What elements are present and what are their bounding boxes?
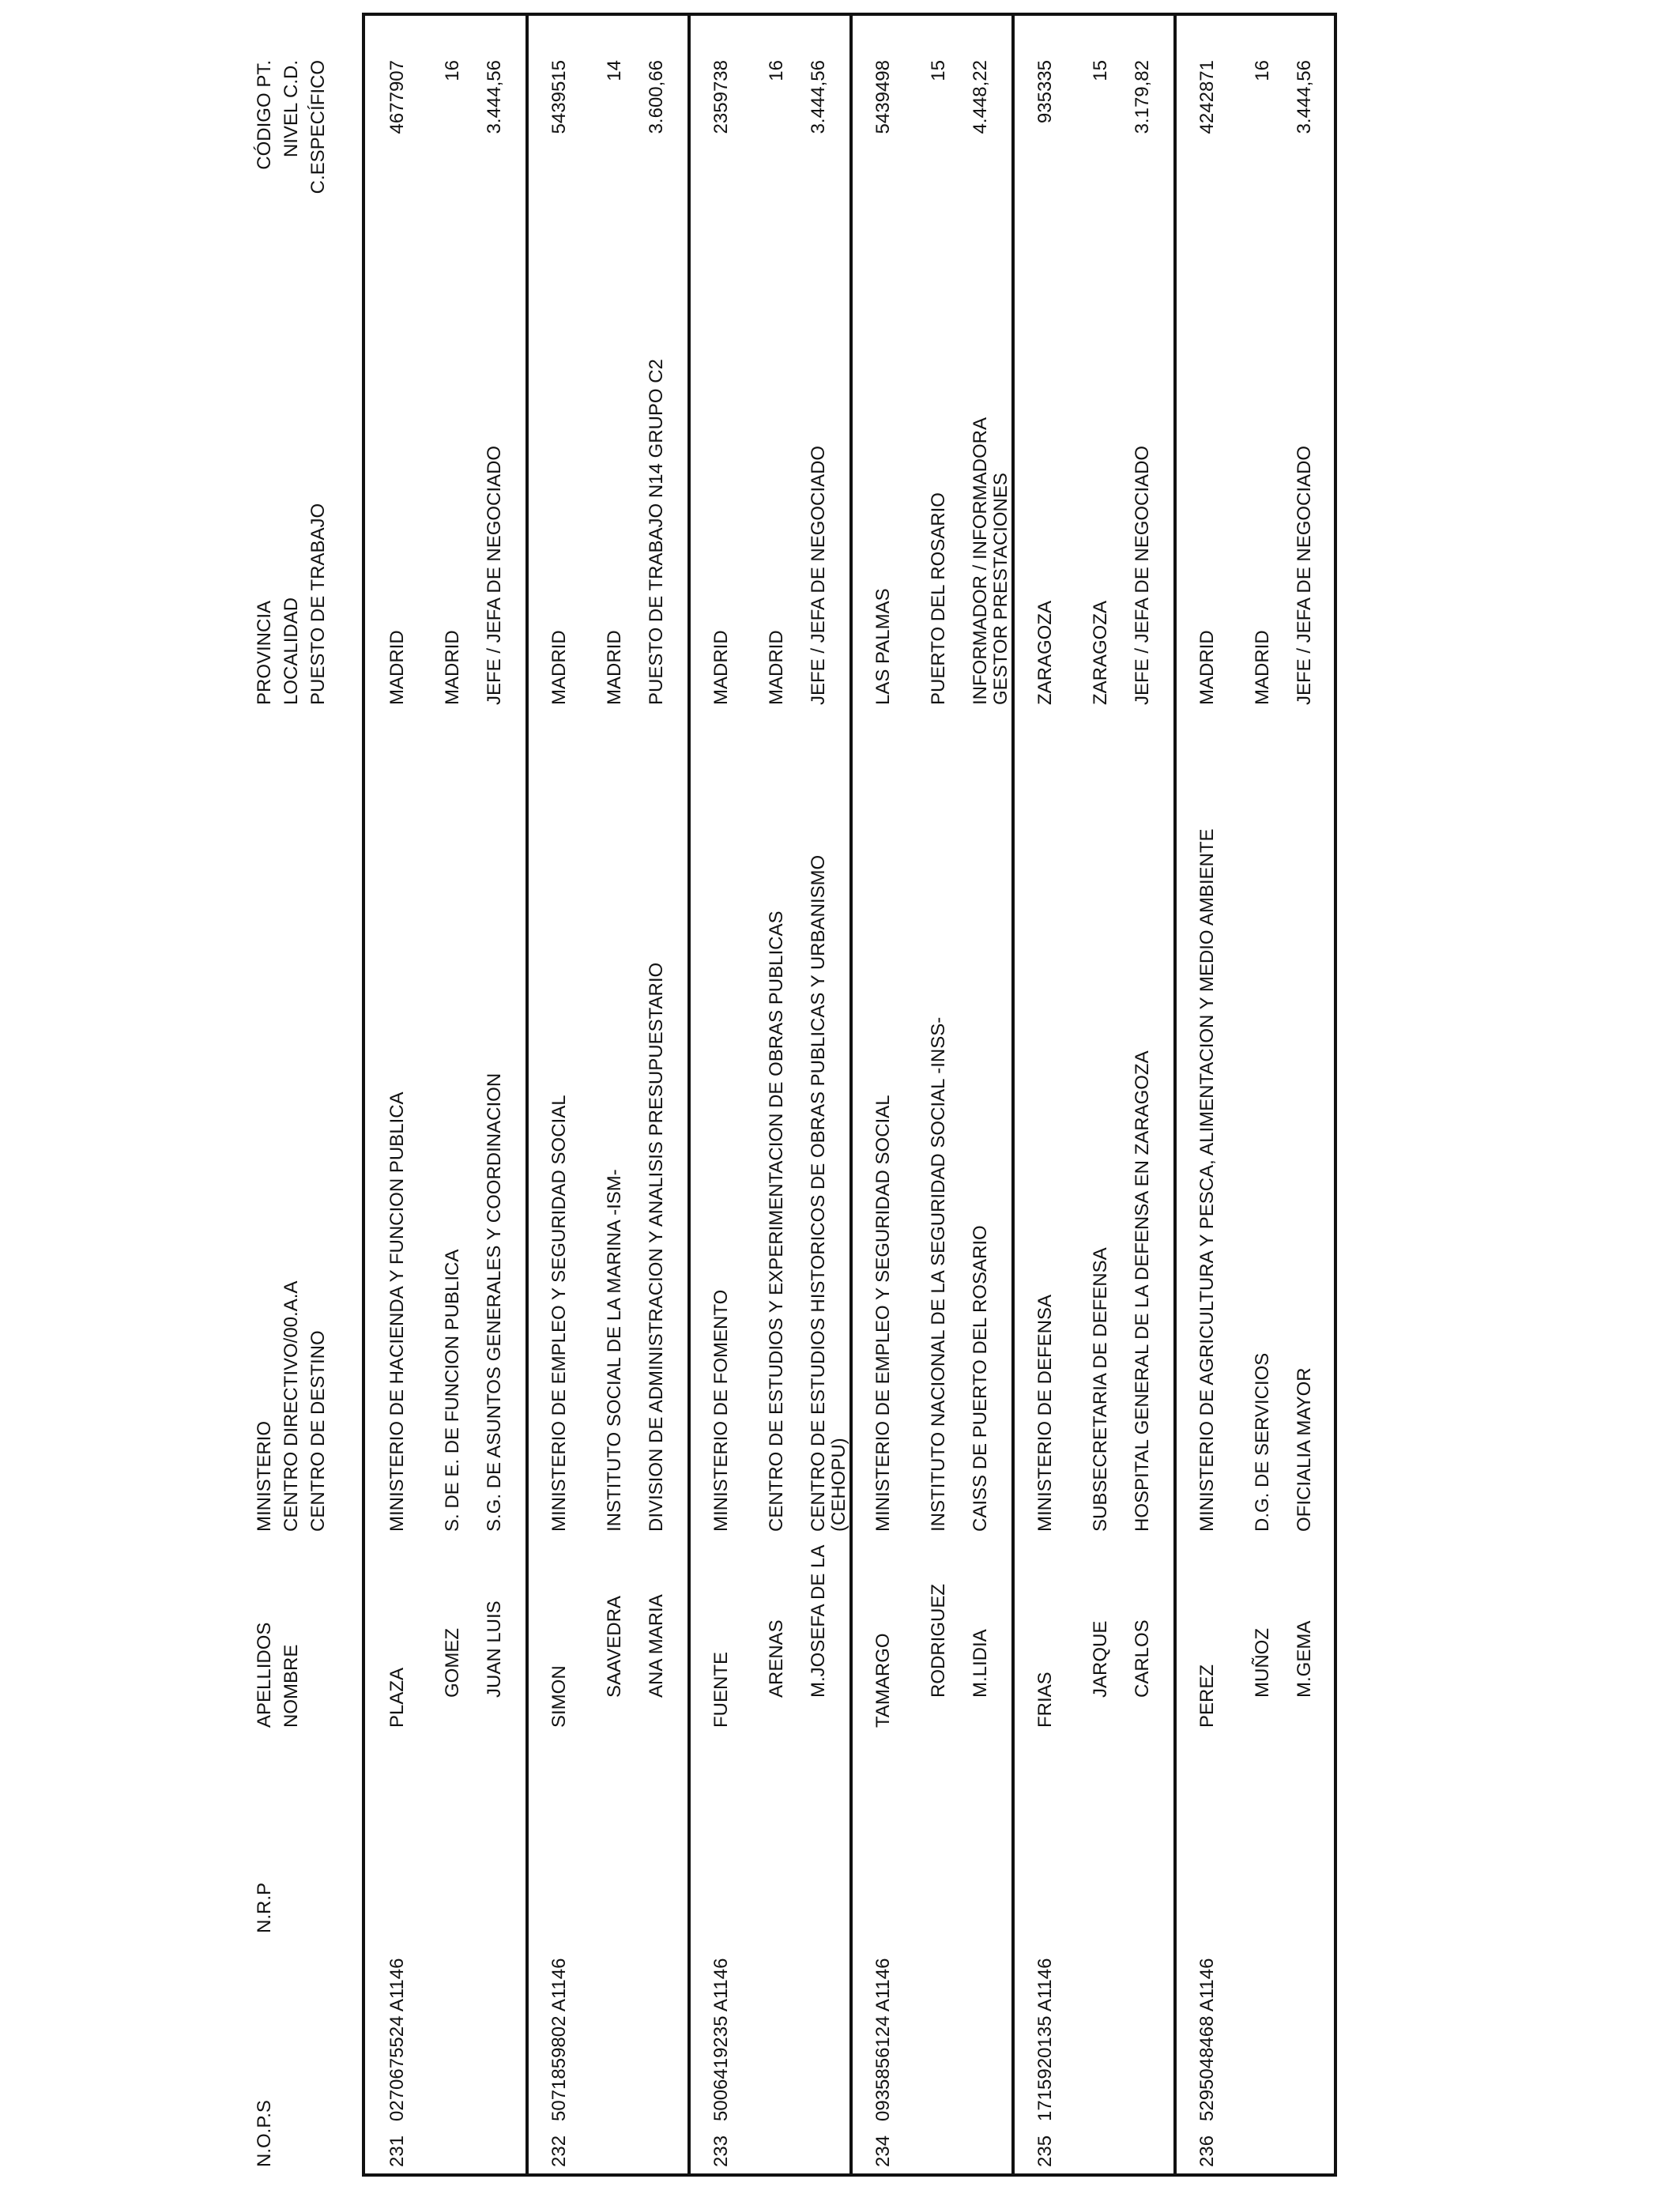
record-centro-destino: OFICIALIA MAYOR <box>1294 1367 1315 1532</box>
row-separator <box>849 16 853 2173</box>
record-c-especifico: 3.444,56 <box>484 60 505 134</box>
record-nivel-cd: 16 <box>442 60 463 81</box>
record-ministerio: MINISTERIO DE EMPLEO Y SEGURIDAD SOCIAL <box>872 1095 894 1532</box>
record-nivel-cd: 15 <box>1090 60 1111 81</box>
record-centro-directivo: INSTITUTO SOCIAL DE LA MARINA -ISM- <box>604 1169 625 1532</box>
record-apellido2: GOMEZ <box>442 1628 463 1698</box>
record-nrp: 1715920135 A1146 <box>1034 1958 1056 2121</box>
record-apellido1: FUENTE <box>710 1652 732 1728</box>
record-puesto: PUESTO DE TRABAJO N14 GRUPO C2 <box>646 359 667 705</box>
record-nops: 236 <box>1196 2135 1218 2167</box>
record-centro-destino: HOSPITAL GENERAL DE LA DEFENSA EN ZARAGOZA <box>1132 1050 1153 1532</box>
record-codigo-pt: 4242871 <box>1196 60 1218 134</box>
record-nivel-cd: 16 <box>766 60 787 81</box>
record-apellido2: RODRIGUEZ <box>928 1584 949 1698</box>
record-nombre: ANA MARIA <box>646 1594 667 1698</box>
record-nombre: M.LIDIA <box>970 1629 991 1698</box>
record-c-especifico: 3.444,56 <box>1294 60 1315 134</box>
record-localidad: MADRID <box>766 630 787 705</box>
record-apellido1: TAMARGO <box>872 1633 894 1728</box>
record-centro-directivo: D.G. DE SERVICIOS <box>1252 1352 1273 1532</box>
record-nops: 235 <box>1034 2135 1056 2167</box>
record-c-especifico: 3.600,66 <box>646 60 667 134</box>
record-codigo-pt: 5439515 <box>548 60 570 134</box>
record-puesto: JEFE / JEFA DE NEGOCIADO <box>808 445 829 705</box>
record-nombre: JUAN LUIS <box>484 1600 505 1698</box>
record-nrp: 0270675524 A1146 <box>386 1958 408 2121</box>
record-nivel-cd: 14 <box>604 60 625 81</box>
record-nivel-cd: 16 <box>1252 60 1273 81</box>
record-nombre: CARLOS <box>1132 1619 1153 1698</box>
record-nrp: 5006419235 A1146 <box>710 1958 732 2121</box>
record-apellido1: SIMON <box>548 1665 570 1728</box>
header-nrp: N.R.P <box>254 1882 275 1933</box>
record-nops: 233 <box>710 2135 732 2167</box>
record-localidad: ZARAGOZA <box>1090 600 1111 705</box>
header-apellidos: APELLIDOS NOMBRE <box>254 1622 302 1728</box>
record-nops: 234 <box>872 2135 894 2167</box>
record-provincia: MADRID <box>710 630 732 705</box>
record-nops: 231 <box>386 2135 408 2167</box>
record-provincia: LAS PALMAS <box>872 588 894 705</box>
record-localidad: MADRID <box>604 630 625 705</box>
record-codigo-pt: 5439498 <box>872 60 894 134</box>
row-separator <box>1011 16 1015 2173</box>
record-apellido2: ARENAS <box>766 1619 787 1698</box>
record-puesto: JEFE / JEFA DE NEGOCIADO <box>484 445 505 705</box>
record-localidad: MADRID <box>1252 630 1273 705</box>
record-ministerio: MINISTERIO DE AGRICULTURA Y PESCA, ALIMENTACION Y MEDIO AMBIENTE <box>1196 828 1218 1532</box>
header-nops: N.O.P.S <box>254 2100 275 2167</box>
record-c-especifico: 3.179,82 <box>1132 60 1153 134</box>
record-c-especifico: 3.444,56 <box>808 60 829 134</box>
record-apellido1: FRIAS <box>1034 1672 1056 1728</box>
record-puesto: JEFE / JEFA DE NEGOCIADO <box>1132 445 1153 705</box>
record-localidad: PUERTO DEL ROSARIO <box>928 492 949 705</box>
header-ministerio: MINISTERIO CENTRO DIRECTIVO/00.A.A CENTRO DE DESTINO <box>254 1280 329 1532</box>
record-centro-destino: DIVISION DE ADMINISTRACION Y ANALISIS PRESUPUESTARIO <box>646 962 667 1532</box>
record-nombre: M.GEMA <box>1294 1620 1315 1698</box>
record-ministerio: MINISTERIO DE DEFENSA <box>1034 1294 1056 1532</box>
record-codigo-pt: 2359738 <box>710 60 732 134</box>
record-centro-directivo: INSTITUTO NACIONAL DE LA SEGURIDAD SOCIAL -INSS- <box>928 1016 949 1532</box>
record-centro-directivo: S. DE E. DE FUNCION PUBLICA <box>442 1249 463 1532</box>
record-centro-destino: CAISS DE PUERTO DEL ROSARIO <box>970 1225 991 1532</box>
record-c-especifico: 4.448,22 <box>970 60 991 134</box>
record-nombre: M.JOSEFA DE LA <box>808 1544 829 1698</box>
row-separator <box>525 16 529 2173</box>
record-centro-destino: CENTRO DE ESTUDIOS HISTORICOS DE OBRAS PUBLICAS Y URBANISMO (CEHOPU) <box>808 854 849 1532</box>
record-centro-directivo: CENTRO DE ESTUDIOS Y EXPERIMENTACION DE OBRAS PUBLICAS <box>766 910 787 1532</box>
record-codigo-pt: 4677907 <box>386 60 408 134</box>
record-provincia: MADRID <box>548 630 570 705</box>
record-nops: 232 <box>548 2135 570 2167</box>
header-codigo: CÓDIGO PT. NIVEL C.D. C.ESPECÍFICO <box>254 60 329 194</box>
header-provincia: PROVINCIA LOCALIDAD PUESTO DE TRABAJO <box>254 503 329 705</box>
record-centro-directivo: SUBSECRETARIA DE DEFENSA <box>1090 1247 1111 1532</box>
record-puesto: JEFE / JEFA DE NEGOCIADO <box>1294 445 1315 705</box>
record-provincia: MADRID <box>386 630 408 705</box>
record-ministerio: MINISTERIO DE EMPLEO Y SEGURIDAD SOCIAL <box>548 1095 570 1532</box>
record-puesto: INFORMADOR / INFORMADORA GESTOR PRESTACIONES <box>970 418 1011 705</box>
record-nrp: 5295048468 A1146 <box>1196 1958 1218 2121</box>
record-apellido2: JARQUE <box>1090 1620 1111 1698</box>
record-nrp: 5071859802 A1146 <box>548 1958 570 2121</box>
record-nivel-cd: 15 <box>928 60 949 81</box>
record-provincia: ZARAGOZA <box>1034 600 1056 705</box>
record-apellido2: SAAVEDRA <box>604 1596 625 1698</box>
record-ministerio: MINISTERIO DE FOMENTO <box>710 1289 732 1532</box>
record-provincia: MADRID <box>1196 630 1218 705</box>
record-apellido2: MUÑOZ <box>1252 1628 1273 1698</box>
record-nrp: 0935856124 A1146 <box>872 1958 894 2121</box>
row-separator <box>1173 16 1177 2173</box>
record-centro-destino: S.G. DE ASUNTOS GENERALES Y COORDINACION <box>484 1072 505 1532</box>
row-separator <box>687 16 691 2173</box>
record-ministerio: MINISTERIO DE HACIENDA Y FUNCION PUBLICA <box>386 1091 408 1532</box>
record-codigo-pt: 935335 <box>1034 60 1056 124</box>
record-apellido1: PEREZ <box>1196 1664 1218 1728</box>
record-apellido1: PLAZA <box>386 1667 408 1728</box>
record-localidad: MADRID <box>442 630 463 705</box>
